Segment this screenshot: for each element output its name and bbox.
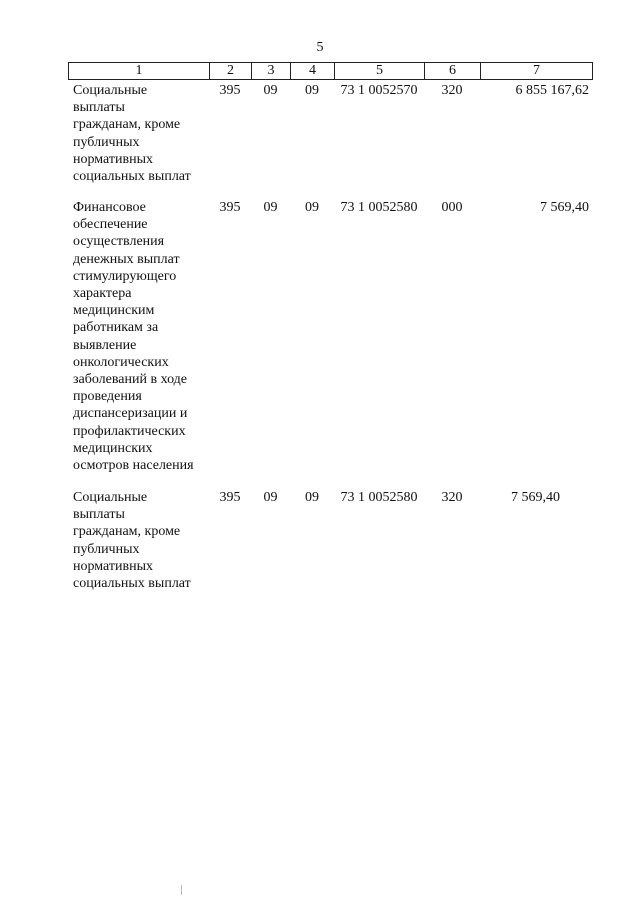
row-name-line: нормативных: [73, 558, 154, 574]
row-name-line: осуществления: [73, 234, 165, 250]
row-name-line: онкологических: [73, 354, 169, 370]
row-name-line: Финансовое: [73, 200, 146, 215]
table-row: [68, 489, 593, 592]
row-name-line: заболеваний в ходе: [73, 372, 188, 388]
row-name-line: медицинским: [73, 303, 155, 319]
row-target-article: 73 1 0052580: [340, 490, 418, 505]
row-section-code: 09: [263, 200, 278, 215]
row-ministry-code: 395: [219, 83, 241, 98]
table-row: [68, 82, 593, 185]
row-expense-type: 000: [441, 200, 463, 215]
row-name-line: социальных выплат: [73, 576, 191, 592]
row-subsection-code: 09: [305, 83, 319, 98]
row-name-line: публичных: [73, 134, 140, 150]
row-subsection-code: 09: [305, 200, 319, 215]
header-col-3: 3: [252, 63, 291, 79]
row-name-line: Социальные: [73, 490, 148, 505]
row-section-code: 09: [263, 490, 278, 505]
row-name: [68, 82, 209, 185]
row-name-line: характера: [73, 286, 132, 302]
row-ministry-code: 395: [219, 490, 241, 505]
row-name-line: гражданам, кроме: [73, 117, 181, 133]
row-name-line: медицинских: [73, 440, 153, 456]
row-name-line: обеспечение: [73, 217, 148, 233]
header-col-5: 5: [335, 63, 425, 79]
row-name-line: гражданам, кроме: [73, 524, 181, 540]
row-name-line: выявление: [73, 337, 137, 353]
row-name: [68, 199, 209, 474]
row-subsection-code: 09: [305, 490, 319, 505]
row-name: [68, 489, 209, 592]
row-target-article: 73 1 0052580: [340, 200, 418, 215]
row-section-code: 09: [263, 83, 278, 98]
row-name-line: денежных выплат: [73, 251, 180, 267]
row-expense-type: 320: [441, 83, 463, 98]
page-number: 5: [316, 40, 324, 55]
row-name-line: выплаты: [73, 100, 125, 116]
row-amount: 7 569,40: [540, 200, 589, 215]
row-name-line: профилактических: [73, 423, 186, 439]
row-name-line: осмотров населения: [73, 458, 194, 474]
row-name-line: публичных: [73, 541, 140, 557]
row-name-line: Социальные: [73, 83, 148, 98]
row-target-article: 73 1 0052570: [340, 83, 418, 98]
table-row: [68, 199, 593, 474]
row-ministry-code: 395: [219, 200, 241, 215]
header-col-7: 7: [533, 63, 540, 78]
scan-mark: [181, 885, 182, 895]
row-amount: 6 855 167,62: [515, 83, 589, 98]
header-col-6: 6: [425, 63, 481, 79]
row-name-line: проведения: [73, 389, 142, 405]
row-name-line: нормативных: [73, 151, 154, 167]
header-col-1: 1: [69, 63, 210, 79]
row-expense-type: 320: [441, 490, 463, 505]
row-name-line: работникам за: [73, 320, 159, 336]
row-name-line: выплаты: [73, 507, 125, 523]
row-name-line: социальных выплат: [73, 169, 191, 185]
row-amount: 7 569,40: [511, 490, 560, 505]
row-name-line: диспансеризации и: [73, 406, 188, 422]
table-header: [68, 62, 593, 80]
header-col-2: 2: [210, 63, 252, 79]
header-col-4: 4: [291, 63, 335, 79]
row-name-line: стимулирующего: [73, 268, 177, 284]
